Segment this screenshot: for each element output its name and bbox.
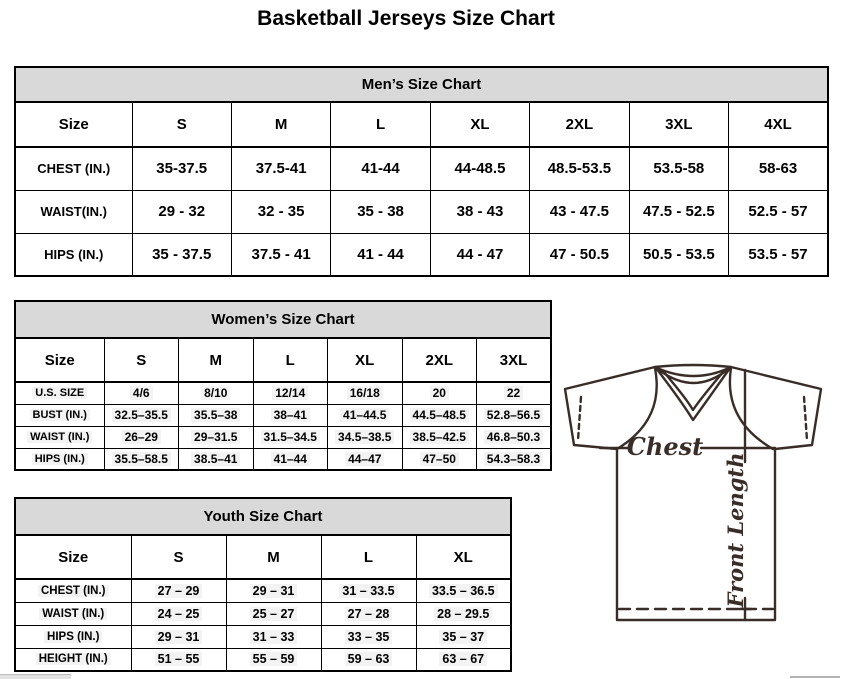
mens-chart-header [14, 66, 829, 101]
size-header-row [15, 102, 828, 147]
measurement-row [15, 404, 551, 426]
measurement-value-cell [416, 602, 511, 625]
right-cuff-dashed-line [804, 397, 807, 440]
measurement-value-cell [328, 426, 403, 448]
measurement-value-text: 44.5–48.5 [410, 408, 469, 422]
page-edge-artifact-right [790, 676, 840, 678]
measurement-value-text: 35.5–38 [191, 408, 240, 422]
measurement-row-label-text: HIPS (IN.) [44, 631, 102, 643]
measurement-row [15, 382, 551, 404]
measurement-value-cell: 44-48.5 [430, 147, 529, 190]
measurement-value-text: 27 – 28 [345, 607, 393, 621]
measurement-value-text: 34.5–38.5 [335, 430, 394, 444]
measurement-value-cell: 35 - 37.5 [132, 233, 231, 276]
measurement-value-cell [131, 602, 226, 625]
measurement-row [15, 648, 511, 671]
measurement-value-cell: 52.5 - 57 [729, 190, 828, 233]
size-column-header: M [231, 102, 330, 147]
measurement-row-label [15, 648, 131, 671]
size-column-header: 2XL [530, 102, 629, 147]
size-column-header: 3XL [629, 102, 728, 147]
left-cuff-dashed-line [578, 397, 581, 440]
measurement-value-text: 29 – 31 [250, 584, 298, 598]
measurement-value-cell [321, 648, 416, 671]
measurement-value-cell: 53.5-58 [629, 147, 728, 190]
measurement-value-text: 31.5–34.5 [261, 430, 320, 444]
measurement-value-text: 44–47 [345, 452, 384, 466]
measurement-value-cell [321, 602, 416, 625]
measurement-value-cell [321, 579, 416, 602]
measurement-value-cell [253, 382, 328, 404]
measurement-row-label [15, 448, 104, 470]
measurement-value-cell [226, 602, 321, 625]
jersey-outline [565, 367, 821, 620]
measurement-row-label: HIPS (IN.) [15, 233, 132, 276]
measurement-value-cell: 43 - 47.5 [530, 190, 629, 233]
measurement-value-text: 35.5–58.5 [112, 452, 171, 466]
measurement-value-text: 47–50 [420, 452, 459, 466]
size-column-header: XL [430, 102, 529, 147]
womens-chart-title: Women’s Size Chart [211, 311, 355, 328]
measurement-value-text: 29 – 31 [155, 630, 203, 644]
size-column-header: S [132, 102, 231, 147]
measurement-value-cell [131, 625, 226, 648]
measurement-value-text: 8/10 [201, 386, 230, 400]
measurement-value-text: 41–44.5 [340, 408, 389, 422]
measurement-row-label-text: HEIGHT (IN.) [36, 653, 111, 665]
measurement-value-cell: 35 - 38 [331, 190, 430, 233]
measurement-value-cell [131, 648, 226, 671]
size-label-header: Size [15, 535, 131, 579]
size-column-header: S [131, 535, 226, 579]
measurement-value-cell [104, 448, 179, 470]
size-column-header: XL [416, 535, 511, 579]
measurement-value-text: 4/6 [130, 386, 153, 400]
size-column-header: 3XL [477, 338, 552, 382]
womens-size-table [14, 337, 552, 471]
measurement-value-text: 59 – 63 [345, 652, 393, 666]
measurement-value-cell [104, 382, 179, 404]
measurement-value-cell: 47.5 - 52.5 [629, 190, 728, 233]
front-length-label: Front Length [723, 452, 748, 608]
measurement-value-text: 12/14 [272, 386, 308, 400]
measurement-value-text: 25 – 27 [250, 607, 298, 621]
size-column-header: L [253, 338, 328, 382]
measurement-value-text: 41–44 [271, 452, 310, 466]
measurement-value-text: 29–31.5 [191, 430, 240, 444]
measurement-row [15, 602, 511, 625]
measurement-value-cell [179, 426, 254, 448]
measurement-value-cell: 37.5-41 [231, 147, 330, 190]
measurement-row [15, 625, 511, 648]
measurement-row-label-text: WAIST (IN.) [39, 608, 107, 620]
youth-chart-header [14, 497, 512, 534]
measurement-value-cell [104, 426, 179, 448]
size-label-header: Size [15, 102, 132, 147]
measurement-value-text: 20 [430, 386, 449, 400]
measurement-value-text: 38–41 [271, 408, 310, 422]
measurement-value-text: 38.5–42.5 [410, 430, 469, 444]
size-column-header: S [104, 338, 179, 382]
measurement-value-cell [477, 426, 552, 448]
measurement-value-cell [131, 579, 226, 602]
measurement-value-cell [321, 625, 416, 648]
measurement-row-label [15, 579, 131, 602]
measurement-value-cell [253, 448, 328, 470]
measurement-value-cell: 53.5 - 57 [729, 233, 828, 276]
youth-size-table [14, 534, 512, 672]
measurement-value-text: 26–29 [122, 430, 161, 444]
measurement-value-cell [328, 448, 403, 470]
measurement-value-text: 51 – 55 [155, 652, 203, 666]
measurement-row-label-text: BUST (IN.) [30, 409, 90, 421]
measurement-value-cell [416, 625, 511, 648]
right-sleeve-seam [730, 368, 773, 449]
mens-chart-title: Men’s Size Chart [361, 76, 482, 93]
measurement-row-label-text: WAIST (IN.) [27, 431, 92, 443]
measurement-row-label [15, 426, 104, 448]
measurement-value-cell: 47 - 50.5 [530, 233, 629, 276]
measurement-row-label-text: U.S. SIZE [32, 387, 87, 399]
measurement-row-label [15, 625, 131, 648]
measurement-row-label: WAIST(IN.) [15, 190, 132, 233]
measurement-value-text: 32.5–35.5 [112, 408, 171, 422]
measurement-value-cell [402, 404, 477, 426]
measurement-value-text: 38.5–41 [191, 452, 240, 466]
measurement-value-cell [179, 448, 254, 470]
measurement-value-text: 31 – 33 [250, 630, 298, 644]
collar-top-edge [655, 365, 731, 367]
size-header-row [15, 535, 511, 579]
measurement-value-text: 22 [504, 386, 523, 400]
measurement-row [15, 579, 511, 602]
measurement-value-cell: 38 - 43 [430, 190, 529, 233]
measurement-value-cell [226, 579, 321, 602]
measurement-row-label [15, 404, 104, 426]
mens-size-table [14, 101, 829, 277]
measurement-value-cell: 32 - 35 [231, 190, 330, 233]
measurement-row [15, 448, 551, 470]
measurement-value-text: 31 – 33.5 [339, 584, 397, 598]
measurement-row-label: CHEST (IN.) [15, 147, 132, 190]
measurement-row [15, 190, 828, 233]
measurement-value-cell [226, 625, 321, 648]
measurement-value-text: 28 – 29.5 [434, 607, 492, 621]
measurement-value-text: 33 – 35 [345, 630, 393, 644]
measurement-value-cell [477, 382, 552, 404]
jersey-measurement-diagram [555, 350, 843, 679]
womens-chart-header [14, 300, 552, 337]
measurement-value-cell [104, 404, 179, 426]
measurement-value-cell [416, 648, 511, 671]
measurement-row-label-text: CHEST (IN.) [38, 585, 109, 597]
measurement-value-cell [226, 648, 321, 671]
measurement-row-label [15, 602, 131, 625]
measurement-value-cell: 48.5-53.5 [530, 147, 629, 190]
measurement-value-text: 33.5 – 36.5 [429, 584, 498, 598]
chest-label: Chest [626, 432, 704, 461]
page-edge-artifact-left [0, 674, 71, 679]
measurement-value-cell: 35-37.5 [132, 147, 231, 190]
measurement-value-cell [416, 579, 511, 602]
measurement-value-cell [179, 404, 254, 426]
measurement-value-cell [179, 382, 254, 404]
measurement-value-cell: 41 - 44 [331, 233, 430, 276]
measurement-value-cell [328, 404, 403, 426]
size-column-header: M [226, 535, 321, 579]
measurement-value-cell: 58-63 [729, 147, 828, 190]
measurement-value-text: 55 – 59 [250, 652, 298, 666]
measurement-value-text: 54.3–58.3 [484, 452, 543, 466]
size-column-header: M [179, 338, 254, 382]
page-title: Basketball Jerseys Size Chart [257, 7, 555, 30]
measurement-row [15, 147, 828, 190]
measurement-value-cell [253, 426, 328, 448]
measurement-value-cell [402, 426, 477, 448]
size-label-header: Size [15, 338, 104, 382]
measurement-value-cell: 41-44 [331, 147, 430, 190]
size-column-header: 4XL [729, 102, 828, 147]
measurement-value-text: 27 – 29 [155, 584, 203, 598]
measurement-value-text: 16/18 [347, 386, 383, 400]
size-header-row [15, 338, 551, 382]
measurement-row [15, 233, 828, 276]
size-column-header: L [321, 535, 416, 579]
measurement-value-text: 35 – 37 [439, 630, 487, 644]
measurement-value-text: 46.8–50.3 [484, 430, 543, 444]
youth-chart-title: Youth Size Chart [203, 508, 323, 525]
measurement-value-cell [477, 404, 552, 426]
size-column-header: L [331, 102, 430, 147]
measurement-row-label [15, 382, 104, 404]
measurement-row [15, 426, 551, 448]
size-column-header: 2XL [402, 338, 477, 382]
measurement-value-text: 52.8–56.5 [484, 408, 543, 422]
measurement-value-cell [253, 404, 328, 426]
measurement-value-cell [402, 448, 477, 470]
measurement-value-cell: 50.5 - 53.5 [629, 233, 728, 276]
measurement-value-cell: 29 - 32 [132, 190, 231, 233]
measurement-value-text: 63 – 67 [439, 652, 487, 666]
measurement-value-cell: 44 - 47 [430, 233, 529, 276]
size-column-header: XL [328, 338, 403, 382]
measurement-value-cell [328, 382, 403, 404]
measurement-row-label-text: HIPS (IN.) [32, 453, 88, 465]
measurement-value-cell [402, 382, 477, 404]
measurement-value-cell [477, 448, 552, 470]
measurement-value-cell: 37.5 - 41 [231, 233, 330, 276]
measurement-value-text: 24 – 25 [155, 607, 203, 621]
